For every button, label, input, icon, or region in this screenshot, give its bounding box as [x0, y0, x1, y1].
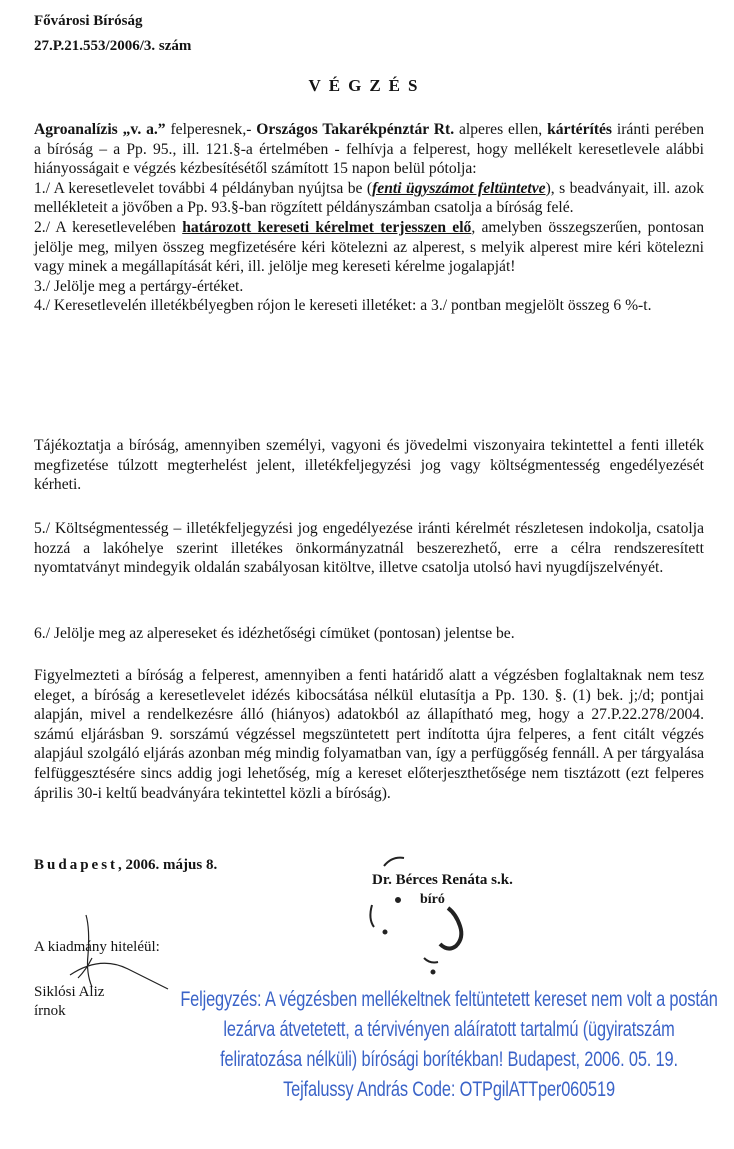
- intro-paragraph: Agroanalízis „v. a.” felperesnek,- Országos Takarékpénztár Rt. alperes ellen, kártérítés iránti perében a bíróság – a Pp. 95., ill. 121.§-a értelmében - felhívja a felperest, hogy mellékelt keresetlevele alábbi hiányosságait e végzés kézbesítésétől számított 15 napon belül pótolja: 1./ A keresetlevelet további 4 példányban nyújtsa be (fenti ügyszámot feltüntetve), s beadványait, ill. azok mellékleteit a jövőben a Pp. 93.§-ban rögzített példányszámban csatolja a bíróság felé. 2./ A keresetlevelében határozott kereseti kérelmet terjesszen elő, amelyben összegszerűen, pontosan jelölje meg, milyen összeg megfizetésére kéri kötelezni az alperest, s melyik alperest mire kéri kötelezni vagy minek a megállapítását kéri, ill. jelölje meg kereseti kérelme jogalapját! 3./ Jelölje meg a pertárgy-értéket. 4./ Keresetlevelén illetékbélyegben rójon le kereseti illetéket: a 3./ pontban megjelölt összeg 6 %-t.: [34, 121, 704, 315]
- annotation-line: lezárva átvetetett, a térvivényen aláíratott tartalmú (ügyiratszám: [223, 1018, 675, 1041]
- defendant-name: Országos Takarékpénztár Rt.: [256, 121, 455, 138]
- annotation-line: feliratozása nélküli) bírósági borítékban! Budapest, 2006. 05. 19.: [220, 1048, 678, 1071]
- item-3: 3./ Jelölje meg a pertárgy-értéket.: [34, 277, 244, 295]
- handwritten-annotation: [176, 985, 722, 1105]
- place-date: Budapest, 2006. május 8.: [34, 857, 218, 873]
- case-number: 27.P.21.553/2006/3. szám: [34, 38, 192, 54]
- judge-role: bíró: [420, 892, 445, 907]
- info-paragraph: Tájékoztatja a bíróság, amennyiben személyi, vagyoni és jövedelmi viszonyaira tekintettel a fenti illeték megfizetése túlzott megterhelést jelent, illetékfeljegyzési jog vagy költségmentesség engedélyezését kérheti.: [34, 437, 704, 494]
- judge-signature-name: Dr. Bérces Renáta s.k.: [372, 872, 513, 888]
- item-4: 4./ Keresetlevelén illetékbélyegben rójon le kereseti illetéket: a 3./ pontban megjelölt összeg 6 %-t.: [34, 297, 652, 315]
- annotation-line: Tejfalussy András Code: OTPgilATTper060519: [283, 1078, 615, 1101]
- item-6: 6./ Jelölje meg az alpereseket és idézhetőségi címüket (pontosan) jelentse be.: [34, 625, 515, 642]
- item-2: 2./ A keresetlevelében határozott kereseti kérelmet terjesszen elő, amelyben összegszerűen, pontosan jelölje meg, milyen összeg megfizetésére kéri kötelezni az alperest, s melyik alperest mire kéri kötelezni vagy minek a megállapítását kéri, ill. jelölje meg kereseti kérelme jogalapját!: [34, 218, 704, 276]
- warning-paragraph: Figyelmezteti a bíróság a felperest, amennyiben a fenti határidő alatt a végzésben foglaltaknak nem tesz eleget, a bíróság a keresetlevelet idézés kibocsátása nélkül elutasítja a Pp. 130. §. (1) bek. j;/d; pontjai alapján, mivel a rendelkezésre álló (hiányos) adatokból az állapítható meg, hogy a 27.P.22.278/2004. számú eljárásban 9. sorszámú végzéssel megszüntetett pert indította újra felperes, a fent citált végzés alapjául szolgáló eljárás azonban még mindig folyamatban van, így a perfüggőség fennáll. A per tárgyalása felfüggesztésére sincs addig jogi lehetőség, míg a kereset előterjeszthetősége nem tisztázott (ezt felperes április 30-i keltű beadványára tekintettel közli a bíróság).: [34, 667, 704, 802]
- court-stamp-icon: [370, 858, 461, 974]
- certification-label: A kiadmány hiteléül:: [34, 939, 160, 955]
- court-name: Fővárosi Bíróság: [34, 13, 143, 29]
- document-title: VÉGZÉS: [308, 76, 426, 95]
- case-subject: kártérítés: [547, 121, 613, 138]
- clerk-role: írnok: [34, 1003, 66, 1019]
- item-1: 1./ A keresetlevelet további 4 példányban nyújtsa be (fenti ügyszámot feltüntetve), s beadványait, ill. azok mellékleteit a jövőben a Pp. 93.§-ban rögzített példányszámban csatolja a bíróság felé.: [34, 179, 704, 217]
- clerk-name: Siklósi Aliz: [34, 984, 105, 1000]
- annotation-line: Feljegyzés: A végzésben mellékeltnek feltüntetett kereset nem volt a postán: [180, 988, 718, 1011]
- item-5: 5./ Költségmentesség – illetékfeljegyzési jog engedélyezése iránti kérelmét részletesen indokolja, csatolja hozzá a lakóhelye szerint illetékes önkormányzatnál beszerezhető, erre a célra rendszeresített nyomtatványt mindegyik oldalán szabályosan kitöltve, illetve csatolja utolsó havi nyugdíjszelvényét.: [34, 520, 704, 577]
- plaintiff-name: Agroanalízis „v. a.”: [34, 121, 166, 138]
